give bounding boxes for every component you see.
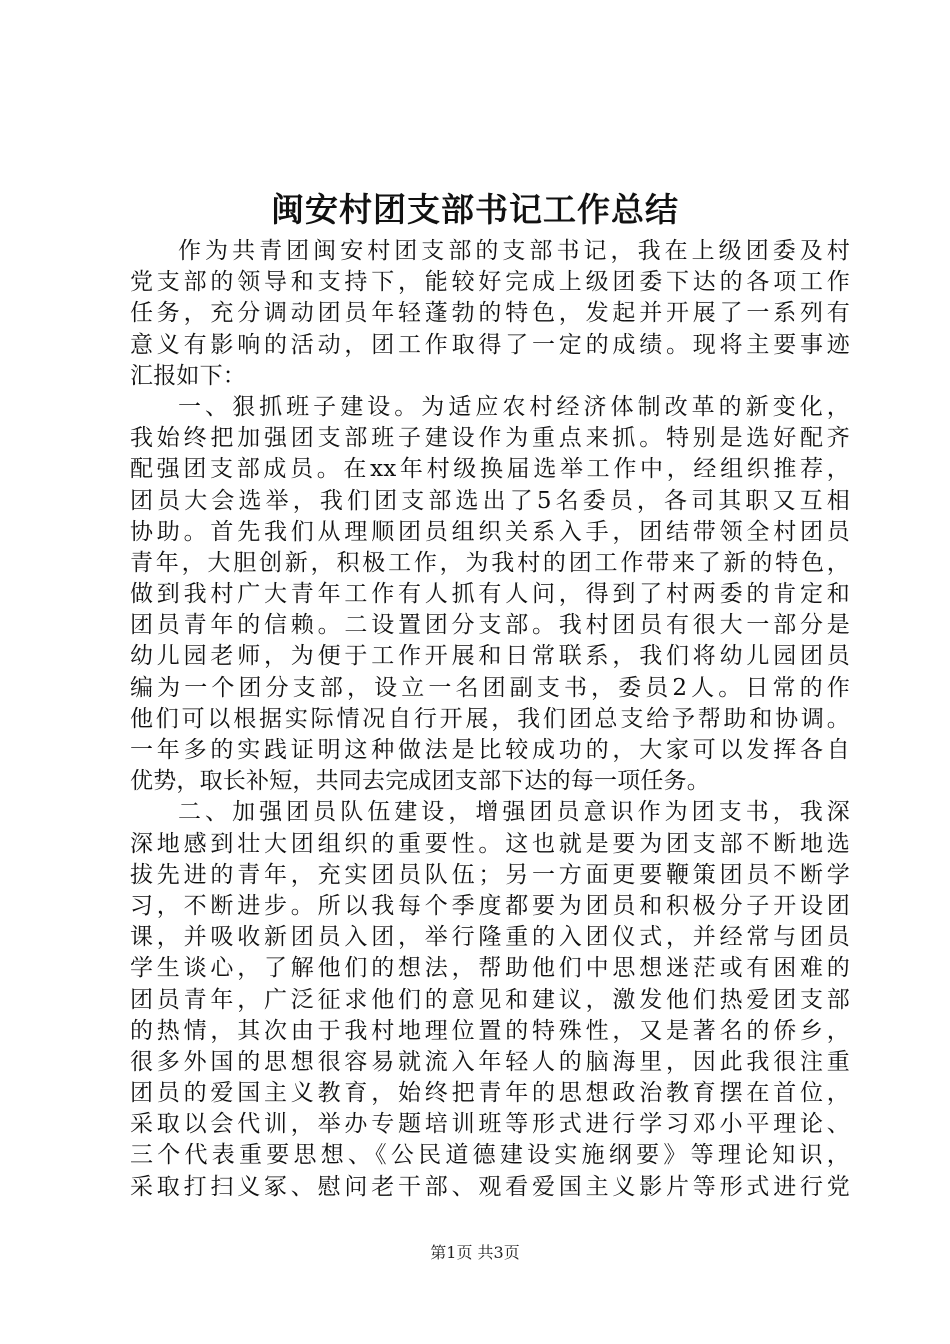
text-line: 做到我村广大青年工作有人抓有人问，得到了村两委的肯定和 [130,581,850,608]
text-line: 二、加强团员队伍建设，增强团员意识作为团支书，我深 [178,799,850,826]
text-line: 三个代表重要思想、《公民道德建设实施纲要》等理论知识， [130,1142,850,1169]
document-title: 闽安村团支部书记工作总结 [271,190,679,229]
text-line: 作为共青团闽安村团支部的支部书记，我在上级团委及村 [178,238,850,264]
text-line: 采取打扫义冢、慰问老干部、观看爱国主义影片等形式进行党 [130,1173,850,1200]
text-line: 深地感到壮大团组织的重要性。这也就是要为团支部不断地选 [130,830,850,857]
text-line: 意义有影响的活动，团工作取得了一定的成绩。现将主要事迹 [130,331,850,358]
text-line: 采取以会代训，举办专题培训班等形式进行学习邓小平理论、 [130,1111,850,1138]
text-line: 团员青年，广泛征求他们的意见和建议，激发他们热爱团支部 [130,986,850,1013]
text-line: 配强团支部成员。在xx年村级换届选举工作中，经组织推荐， [130,456,850,483]
text-line: 优势，取长补短，共同去完成团支部下达的每一项任务。 [130,768,710,795]
text-line: 一、狠抓班子建设。为适应农村经济体制改革的新变化， [178,393,850,420]
text-line: 学生谈心，了解他们的想法，帮助他们中思想迷茫或有困难的 [130,955,850,982]
text-line: 很多外国的思想很容易就流入年轻人的脑海里，因此我很注重 [130,1048,850,1075]
text-line: 团员大会选举，我们团支部选出了5名委员，各司其职又互相 [130,487,850,514]
text-line: 的热情，其次由于我村地理位置的特殊性，又是著名的侨乡， [130,1017,850,1044]
document-body [130,236,850,1203]
page-number-footer: 第1页 共3页 [430,1243,520,1262]
text-line: 党支部的领导和支持下，能较好完成上级团委下达的各项工作 [130,269,850,296]
text-line: 幼儿园老师，为便于工作开展和日常联系，我们将幼儿园团员 [130,643,850,670]
text-line: 协助。首先我们从理顺团员组织关系入手，团结带领全村团员 [130,518,850,545]
text-line: 习，不断进步。所以我每个季度都要为团员和积极分子开设团 [130,892,850,919]
text-line: 一年多的实践证明这种做法是比较成功的，大家可以发挥各自 [130,737,850,763]
text-line: 团员的爱国主义教育，始终把青年的思想政治教育摆在首位， [130,1080,850,1107]
text-line: 我始终把加强团支部班子建设作为重点来抓。特别是选好配齐 [130,425,850,452]
text-line: 编为一个团分支部，设立一名团副支书，委员2人。日常的作 [130,674,850,701]
text-line: 拔先进的青年，充实团员队伍；另一方面更要鞭策团员不断学 [130,861,850,888]
text-line: 汇报如下： [130,362,246,389]
text-line: 课，并吸收新团员入团，举行隆重的入团仪式，并经常与团员 [130,924,850,951]
text-line: 青年，大胆创新，积极工作，为我村的团工作带来了新的特色， [130,549,850,576]
text-line: 任务，充分调动团员年轻蓬勃的特色，发起并开展了一系列有 [130,300,850,327]
text-line: 他们可以根据实际情况自行开展，我们团总支给予帮助和协调。 [130,705,850,732]
text-line: 团员青年的信赖。二设置团分支部。我村团员有很大一部分是 [130,612,850,639]
